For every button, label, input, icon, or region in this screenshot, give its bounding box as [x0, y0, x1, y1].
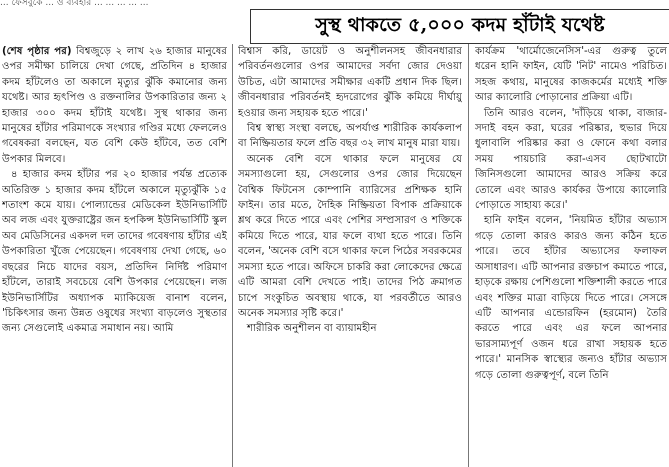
column-divider [468, 44, 469, 467]
headline: সুস্থ থাকতে ৫,০০০ কদম হাঁটাই যথেষ্ট [315, 13, 605, 36]
continued-from-label: (শেষ পৃষ্ঠার পর) [2, 46, 72, 57]
paragraph: ৪ হাজার কদম হাঁটার পর ২০ হাজার পর্যন্ত প্রত্যেক অতিরিক্ত ১ হাজার কদম হাঁটলে অকালে মৃত্যুঝুঁকি ১৫ শতাংশ কমে যায়। পোল্যান্ডের মেডিকেল ইউনিভার্সিটি অব লজ এবং যুক্তরাষ্ট্রের জন হপকিন্স ইউনিভার্সিটি স্কুল অব মেডিসিনের একদল দল তাদের গবেষণায় হাঁটার এই উপকারিতা খুঁজে পেয়েছেন। গবেষণায় দেখা গেছে, ৬০ বছরের নিচে যাদের বয়স, প্রতিদিন নির্দিষ্ট পরিমাণ হাঁটলে, তারাই সবচেয়ে বেশি উপকার পেয়েছেন। লজ ইউনিভার্সিটির অধ্যাপক ম্যাকিয়েজ বানাশ বলেন, 'চিকিৎসার জন্য উন্নত ওষুধের সংখ্যা বাড়লেও সুস্থতার জন্য সেগুলোই একমাত্র সমাধান নয়। আমি [2, 169, 227, 335]
paragraph [2, 44, 227, 167]
article-column-1 [2, 44, 227, 467]
paragraph: বিশ্ব স্বাস্থ্য সংস্থা বলছে, অপর্যাপ্ত শারীরিক কার্যকলাপ বা নিষ্ক্রিয়তার ফলে প্রতি বছর ৩২ লাখ মানুষ মারা যায়। [238, 123, 462, 150]
paragraph-text: বিশ্বজুড়ে ২ লাখ ২৬ হাজার মানুষের ওপর সমীক্ষা চালিয়ে দেখা গেছে, প্রতিদিন ৪ হাজার কদম হাঁটলেও তা অকালে মৃত্যুর ঝুঁকি কমানোর জন্য যথেষ্ট। আর হৃৎপিণ্ড ও রক্তনালির উপকারিতার জন্য ২ হাজার ৩০০ কদম হাঁটাই যথেষ্ট। সুস্থ থাকার জন্য মানুষের হাঁটার পরিমাণকে সংখ্যার গণ্ডির মধ্যে ফেললেও গবেষকরা বলছেন, যত বেশি কেউ হাঁটবে, তত বেশি উপকার মিলবে। [2, 46, 227, 165]
article-column-3 [475, 44, 667, 467]
paragraph: কার্যক্রম 'থার্মোজেনেসিস'-এর গুরুত্ব তুলে ধরেন হানি ফাইন, যেটি 'নিট' নামেও পরিচিত। সহজ কথায়, মানুষের কাজকর্মের মধ্যেই শক্তি আর ক্যালোরি পোড়ানোর প্রক্রিয়া এটি। [475, 46, 667, 104]
article-column-2 [238, 44, 462, 467]
paragraph: তিনি আরও বলেন, 'দাঁড়িয়ে থাকা, বাজার-সদাই বহন করা, ঘরের পরিষ্কার, হুভার দিয়ে ধুলাবালি পরিষ্কার করা ও ফোনে কথা বলার সময় পায়চারি করা-এসব ছোটখাটো জিনিসগুলো আমাদের আরও সক্রিয় করে তোলে এবং আরও কার্যকর উপায়ে ক্যালোরি পোড়াতে সাহায্য করে।' [475, 107, 667, 212]
paragraph: বিশ্বাস করি, ডায়েট ও অনুশীলনসহ জীবনধারার পরিবর্তনগুলোর ওপর আমাদের সর্বদা জোর দেওয়া উচিত, এটা আমাদের সমীক্ষার একটি প্রধান দিক ছিল। জীবনধারার পরিবর্তনই হৃদরোগের ঝুঁকি কমিয়ে দীর্ঘায়ু হওয়ার জন্য সহায়ক হতে পারে।' [238, 46, 462, 119]
headline-box [250, 9, 669, 44]
previous-article-strip: ... ফেসবুকে ... ও ব্যবহার ... ... ... ... ... [0, 0, 149, 7]
paragraph: অনেক বেশি বসে থাকার ফলে মানুষের যে সমস্যাগুলো হয়, সেগুলোর ওপর জোর দিয়েছেন বৈশ্বিক ফিটনেস কোম্পানি ব্যারিসের প্রশিক্ষক হানি ফাইন। তার মতে, দৈহিক নিষ্ক্রিয়তা বিপাক প্রক্রিয়াকে শ্লথ করে দিতে পারে এবং পেশির সম্প্রসারণ ও শক্তিকে কমিয়ে দিতে পারে, যার ফলে ব্যথা হতে পারে। তিনি বলেন, 'অনেক বেশি বসে থাকার ফলে পিঠের সবরকমের সমস্যা হতে পারে। অফিসে চাকরি করা লোকেদের ক্ষেত্রে এটি আমরা বেশি দেখতে পাই। তাদের পিঠ ক্রমাগত চাপে সংকুচিত অবস্থায় থাকে, যা পরবর্তীতে আরও অনেক সমস্যার সৃষ্টি করে।' [238, 153, 462, 319]
paragraph: শারীরিক অনুশীলন বা ব্যায়ামহীন [247, 323, 377, 335]
column-divider [232, 44, 233, 467]
paragraph: হানি ফাইন বলেন, 'নিয়মিত হাঁটার অভ্যাস গড়ে তোলা কারও কারও জন্য কঠিন হতে পারে। তবে হাঁটার অভ্যাসের ফলাফল অসাধারণ। এটি আপনার রক্তচাপ কমাতে পারে, হাড়কে রক্ষায় পেশিগুলো শক্তিশালী করতে পারে এবং শক্তির মাত্রা বাড়িয়ে দিতে পারে। সেসঙ্গে এটি আপনার এন্ডোরফিন (হরমোন) তৈরি করতে পারে এবং এর ফলে আপনার ভারসাম্যপূর্ণ ওজন ধরে রাখা সহায়ক হতে পারে।' মানসিক স্বাস্থ্যের জন্যও হাঁটার অভ্যাস গড়ে তোলা গুরুত্বপূর্ণ, বলে তিনি [475, 215, 667, 381]
